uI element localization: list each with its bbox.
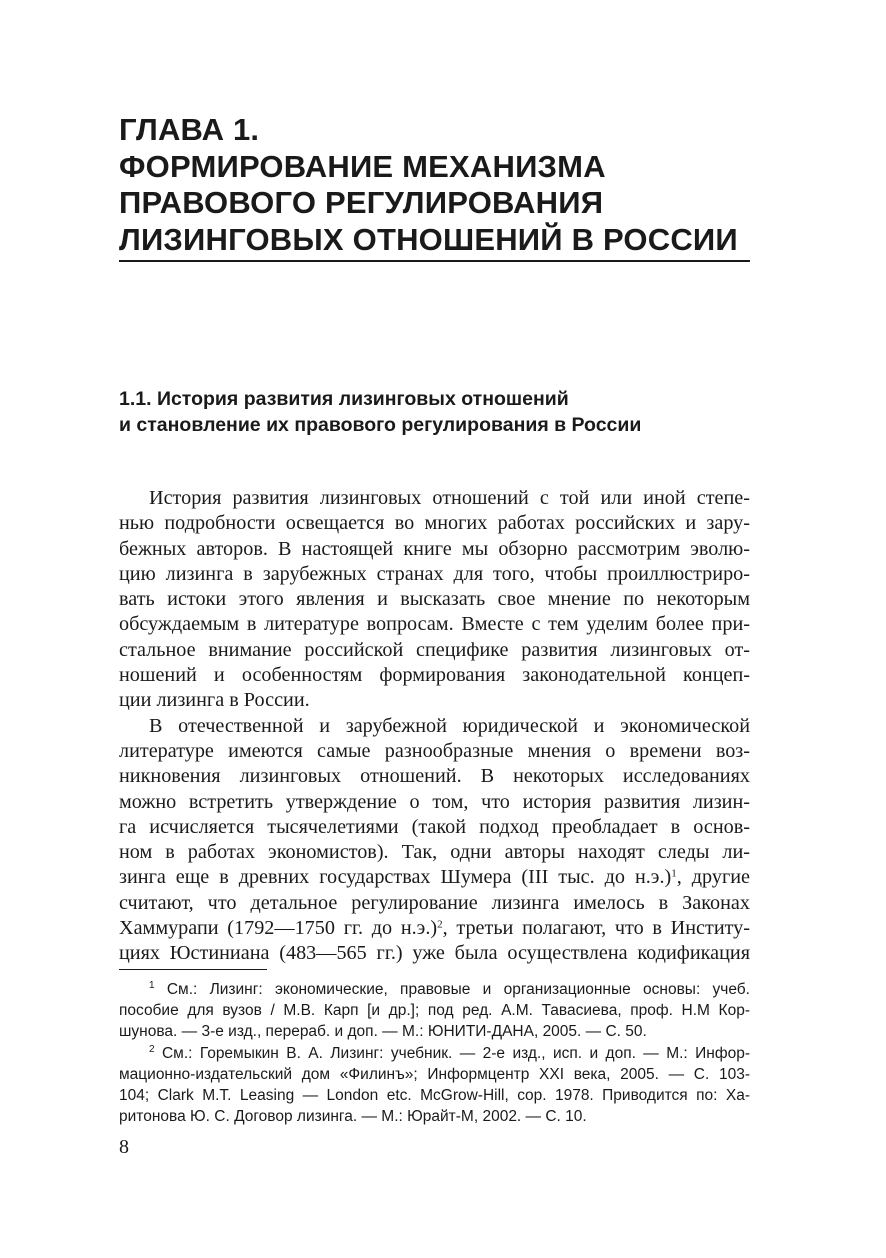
page-number: 8 (119, 1136, 129, 1158)
text-line: обсуждаемым в литературе вопросам. Вместе с тем уделим более при- (119, 613, 750, 636)
text-line: литературе имеются самые разнообразные мнения о времени воз- (119, 739, 750, 762)
text-run: зинга еще в древних государствах Шумера (III тыс. до н.э.) (119, 866, 672, 889)
footnote-divider (119, 969, 267, 970)
body-text (119, 486, 750, 967)
chapter-title-line: ПРАВОВОГО РЕГУЛИРОВАНИЯ (119, 185, 604, 220)
section-heading (119, 386, 759, 438)
footnote-line: шунова. — 3-е изд., перераб. и доп. — М.: ЮНИТИ-ДАНА, 2005. — С. 50. (119, 1023, 647, 1041)
paragraph (119, 714, 750, 967)
text-line: нью подробности освещается во многих работах российских и зару- (119, 512, 750, 535)
text-run: , другие (676, 866, 750, 889)
chapter-title-line: ЛИЗИНГОВЫХ ОТНОШЕНИЙ В РОССИИ (119, 221, 738, 257)
text-line: считают, что детальное регулирование лизинга имелось в Законах (119, 891, 750, 914)
text-line: вать истоки этого явления и высказать свое мнение по некоторым (119, 588, 750, 611)
footnote-marker: 1 (149, 980, 155, 991)
footnote-line: мационно-издательский дом «Филинъ»; Информцентр XXI века, 2005. — С. 103- (119, 1065, 750, 1083)
text-line: га исчисляется тысячелетиями (такой подход преобладает в основ- (119, 815, 750, 838)
footnote-ref[interactable]: 1 (671, 867, 677, 880)
text-line: никновения лизинговых отношений. В некоторых исследованиях (119, 765, 750, 788)
footnote-line: пособие для вузов / М.В. Карп [и др.]; под ред. А.М. Тавасиева, проф. Н.М Кор- (119, 1002, 750, 1020)
footnote-line (119, 979, 750, 1000)
chapter-title-line: ГЛАВА 1. (119, 112, 260, 147)
chapter-divider (119, 260, 750, 262)
text-run: Хаммурапи (1792—1750 гг. до н.э.) (119, 917, 438, 940)
text-line (119, 916, 750, 941)
text-line: ции лизинга в России. (119, 689, 310, 712)
chapter-title-line: ФОРМИРОВАНИЕ МЕХАНИЗМА (119, 148, 606, 184)
text-line: циях Юстиниана (483—565 гг.) уже была осуществлена кодификация (119, 942, 750, 965)
text-line: стальное внимание российской специфике развития лизинговых от- (119, 638, 750, 661)
footnote-ref[interactable]: 2 (437, 918, 443, 931)
text-line: В отечественной и зарубежной юридической и экономической (149, 714, 750, 737)
text-run: , третьи полагают, что в Институ- (442, 917, 751, 940)
paragraph (119, 486, 750, 714)
text-run: См.: Лизинг: экономические, правовые и организационные основы: учеб. (154, 981, 750, 998)
chapter-title (119, 112, 759, 258)
text-run: См.: Горемыкин В. А. Лизинг: учебник. — 2-е изд., исп. и доп. — М.: Инфор- (154, 1044, 750, 1062)
text-line: История развития лизинговых отношений с той или иной степе- (149, 487, 750, 509)
text-line: можно встретить утверждение о том, что история развития лизин- (119, 790, 750, 813)
footnote-marker: 2 (149, 1043, 155, 1055)
text-line (119, 865, 750, 890)
text-line: ношений и особенностям формирования законодательной концеп- (119, 664, 750, 687)
footnote-line: 104; Clark M.T. Leasing — London etc. McGrow-Hill, cop. 1978. Приводится по: Ха- (119, 1087, 750, 1105)
footnotes (119, 979, 750, 1127)
footnote-line (119, 1043, 750, 1064)
footnote-line: ритонова Ю. С. Договор лизинга. — М.: Юрайт-М, 2002. — С. 10. (119, 1108, 587, 1126)
text-line: цию лизинга в зарубежных странах для того, чтобы проиллюстриро- (119, 562, 750, 585)
section-heading-line: и становление их правового регулирования в России (119, 414, 642, 436)
text-line: ном в работах экономистов). Так, одни авторы находят следы ли- (119, 841, 750, 864)
section-heading-line: 1.1. История развития лизинговых отношений (119, 388, 569, 410)
text-line: бежных авторов. В настоящей книге мы обзорно рассмотрим эволю- (119, 537, 750, 560)
